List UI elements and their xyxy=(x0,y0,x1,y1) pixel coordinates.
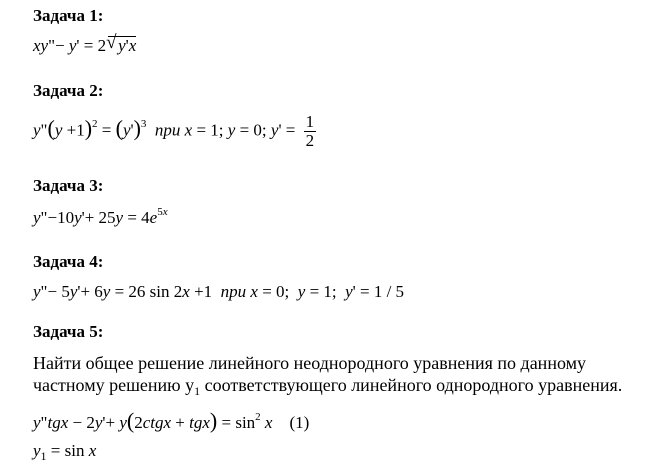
task2-condition-word: при xyxy=(154,120,181,140)
task5-text-line2-rest: соответствующего линейного однородного уравнения. xyxy=(200,375,623,395)
task2-equation: y"(y $+1)^2 = (y')^3$ при x = 1; y = 0; y' = $\frac{1}{2}$ xyxy=(33,112,315,150)
task5-equation: y"tgx − 2y'+ y(2ctgx + $tgx) = \sin^2 x$ (1) xyxy=(33,408,310,433)
task5-text-sub: 1 xyxy=(194,384,201,398)
task2-heading: Задача 2: xyxy=(33,81,104,100)
task4-equation: y"− 5y'+ 6y = 26 sin 2x +1 при x = 0; y = 1; y' = 1 / 5 xyxy=(33,282,405,301)
task5-text-line1: Найти общее решение линейного неоднородного уравнения по данному xyxy=(33,353,586,373)
task4-heading: Задача 4: xyxy=(33,252,104,271)
task3-equation: y"−10y'+ $25y = 4e^{5x}$ xyxy=(33,206,168,227)
task5-heading: Задача 5: xyxy=(33,322,104,341)
task5-equation-number: (1) xyxy=(289,413,310,432)
task5-particular-solution: $y_1 = \sin x$ xyxy=(33,441,97,463)
task5-text-line2: частному решению y xyxy=(33,375,195,395)
task4-condition-word: при xyxy=(220,282,247,301)
task5-description xyxy=(33,352,658,398)
task1-equation: xy"− y' = 2√ y'x xyxy=(33,36,136,56)
task3-heading: Задача 3: xyxy=(33,176,104,195)
task1-heading: Задача 1: xyxy=(33,6,104,25)
